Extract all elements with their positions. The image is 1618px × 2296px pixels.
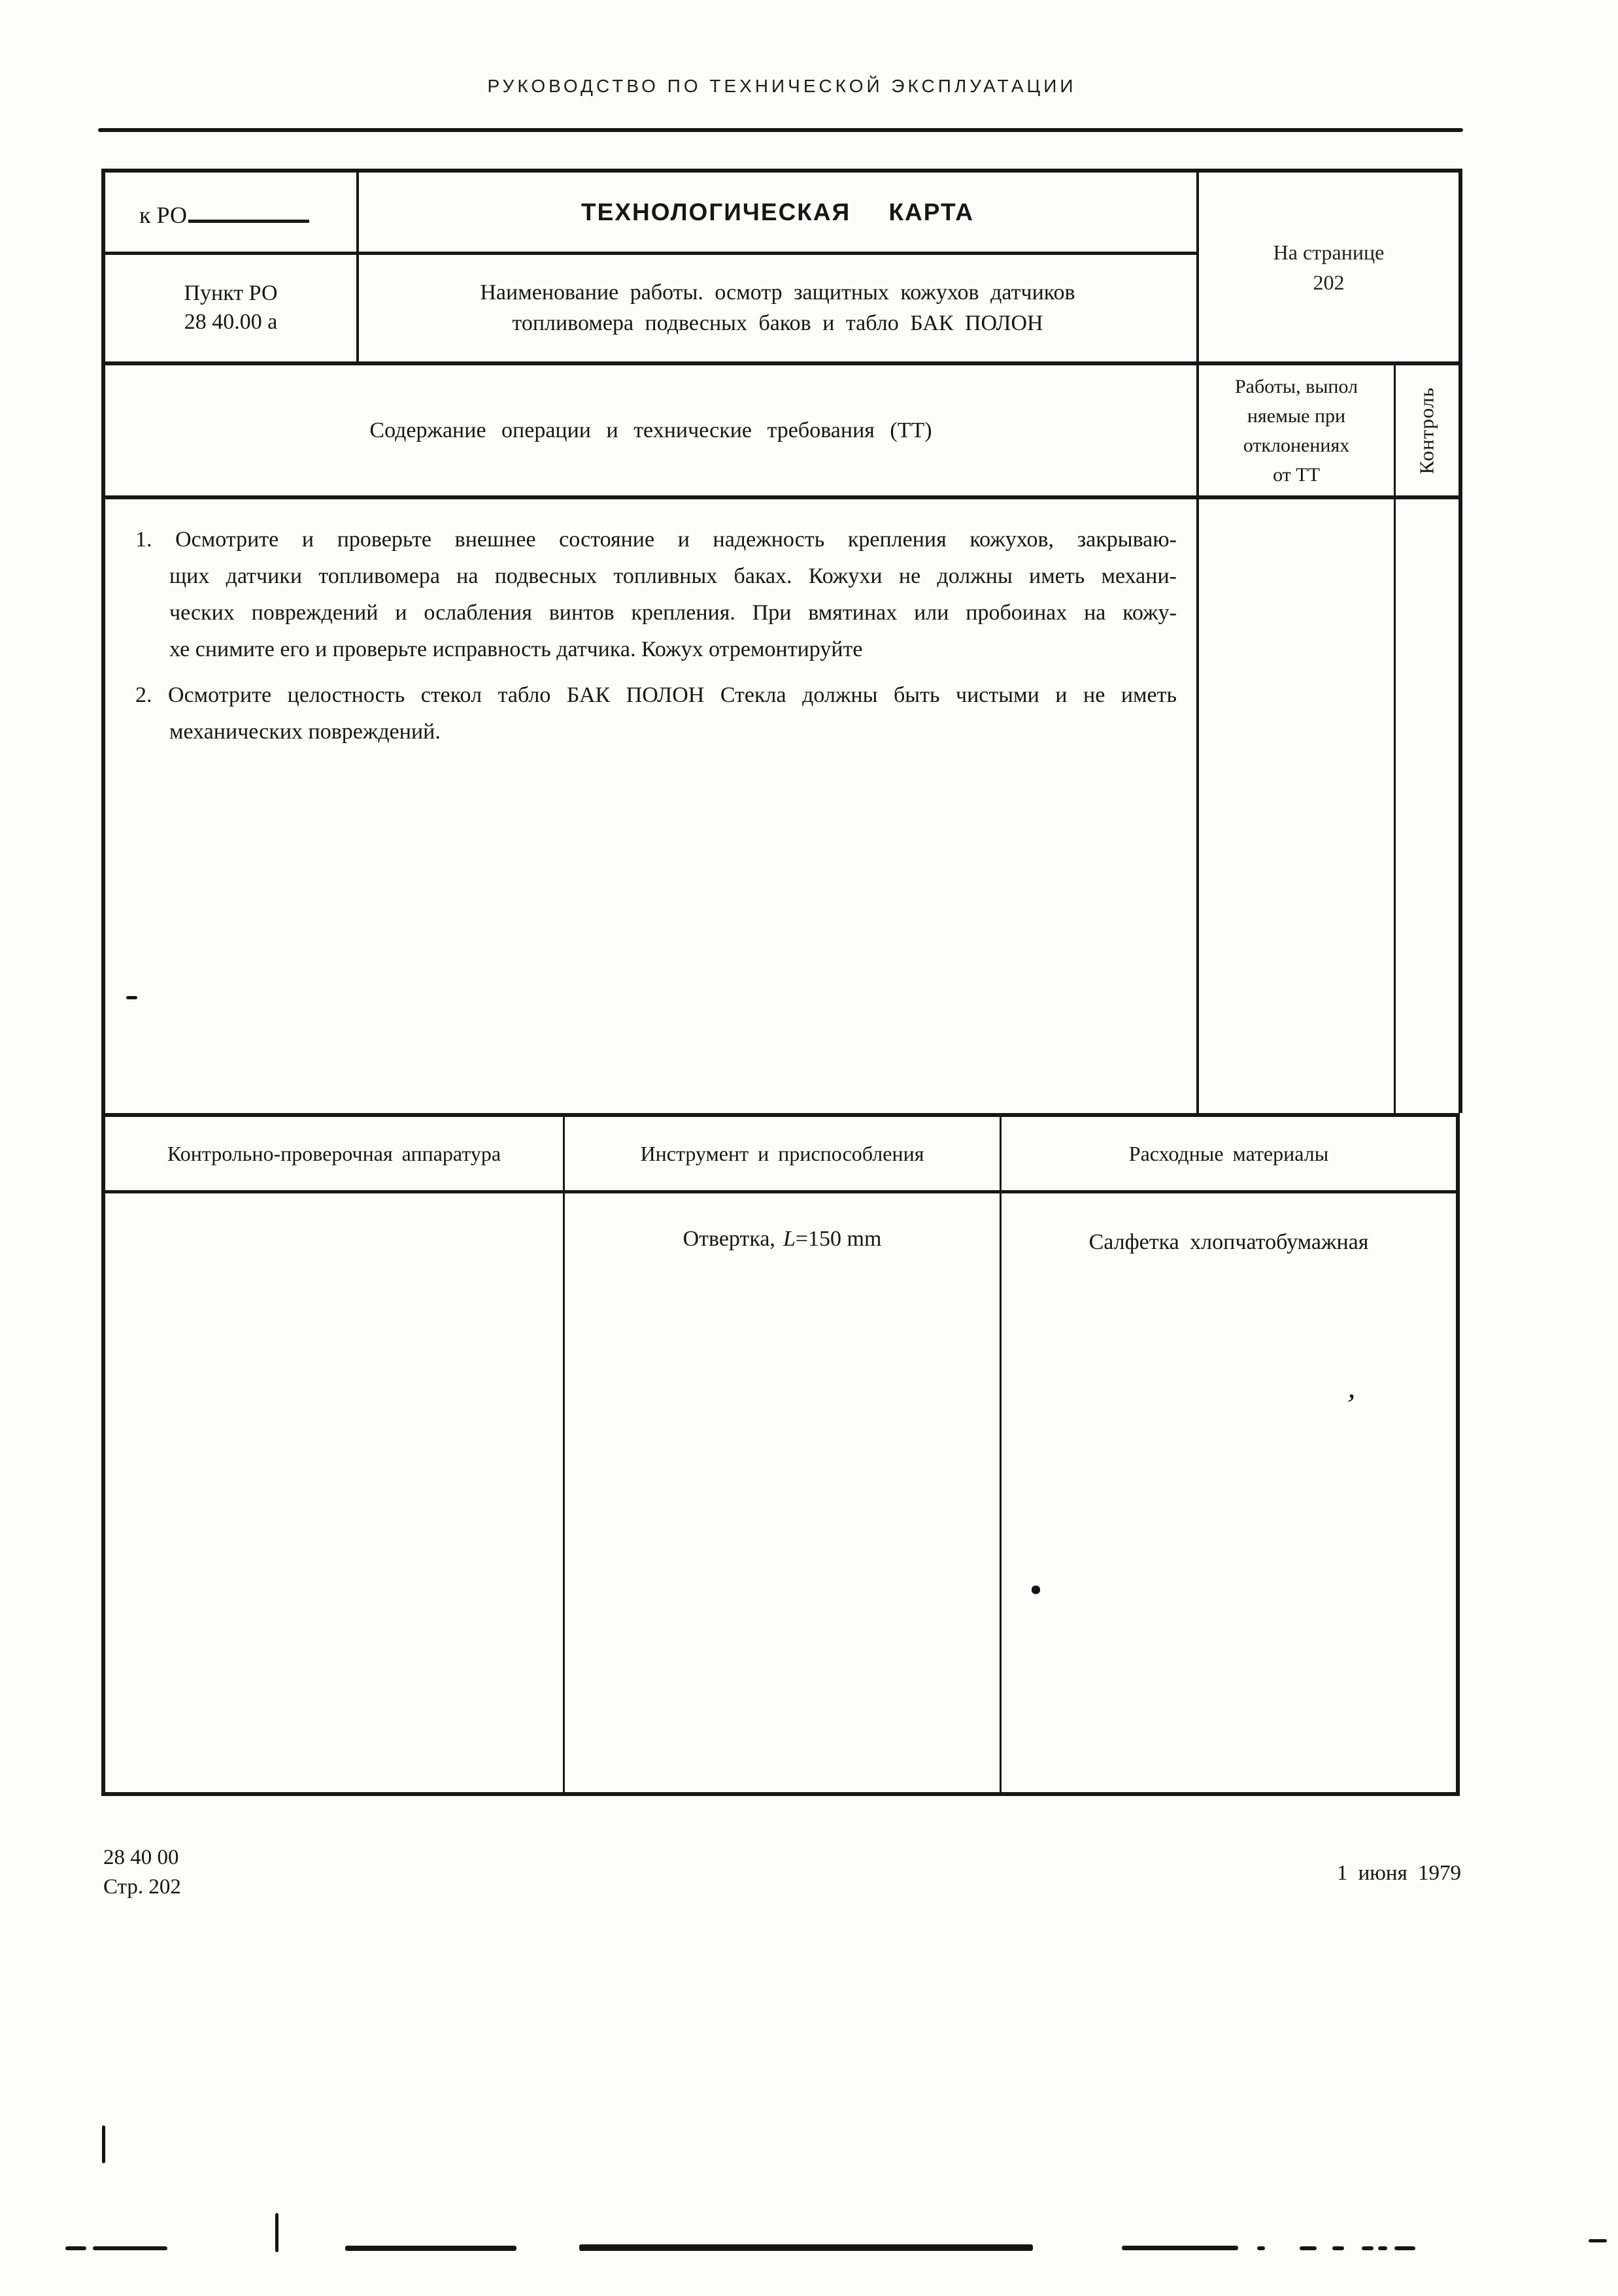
scan-artifact — [1300, 2246, 1317, 2250]
tool-name: Отвертка, — [683, 1227, 775, 1251]
tool-length-variable: L — [783, 1227, 796, 1251]
tool-entry — [565, 1227, 1000, 1252]
deviation-header-line: от ТТ — [1273, 463, 1320, 486]
scan-artifact — [1257, 2246, 1265, 2250]
consumable-entry: Салфетка хлопчатобумажная — [1088, 1230, 1369, 1254]
running-head: РУКОВОДСТВО ПО ТЕХНИЧЕСКОЙ ЭКСПЛУАТАЦИИ — [487, 76, 1077, 96]
footer-date: 1 июня 1979 — [1336, 1861, 1461, 1885]
control-header-cell — [1396, 365, 1458, 495]
deviation-header-line: Работы, выпол — [1234, 375, 1358, 397]
consumables-header: Расходные материалы — [1128, 1141, 1329, 1165]
on-pages-cell — [1199, 173, 1458, 361]
scan-artifact — [1122, 2246, 1238, 2250]
operation-text-line: хе снимите его и проверьте исправность датчика. Кожух отремонтируйте — [169, 637, 863, 661]
ro-reference-cell — [139, 197, 309, 229]
operation-text-line: 2. Осмотрите целостность стекол табло БАК ПОЛОН Стекла должны быть чистыми и не иметь — [135, 683, 1177, 707]
scan-artifact — [1032, 1586, 1040, 1594]
ro-item-number: 28 40.00 а — [184, 310, 278, 334]
scan-artifact — [65, 2246, 86, 2250]
operation-item — [135, 677, 1177, 750]
scan-artifact — [1362, 2246, 1374, 2250]
scan-artifact — [579, 2244, 1033, 2251]
running-head-rule — [98, 128, 1463, 132]
operation-text-line: ческих повреждений и ослабления винтов крепления. При вмятинах или пробоинах на кожу- — [169, 601, 1177, 625]
card-title: ТЕХНОЛОГИЧЕСКАЯ КАРТА — [581, 198, 974, 225]
footer-page-number: Стр. 202 — [103, 1875, 181, 1899]
footer-document-number: 28 40 00 — [103, 1846, 179, 1869]
ro-item-label: Пункт РО — [184, 281, 278, 305]
operation-text-line: 1. Осмотрите и проверьте внешнее состояние и надежность крепления кожухов, закрываю- — [135, 527, 1177, 552]
deviation-works-header — [1199, 365, 1394, 495]
deviation-header-line: отклонениях — [1243, 434, 1350, 456]
scan-artifact — [275, 2213, 278, 2252]
scan-artifact — [102, 2125, 105, 2163]
scan-artifact — [1589, 2239, 1607, 2242]
deviation-header-line: няемые при — [1247, 405, 1346, 427]
table-divider — [563, 1117, 565, 1792]
tools-header: Инструмент и приспособления — [640, 1141, 924, 1165]
tech-card-table — [101, 169, 1462, 1113]
work-name-line: Наименование работы. осмотр защитных кожухов датчиков — [480, 280, 1075, 305]
scan-artifact — [1394, 2246, 1415, 2250]
resources-table — [101, 1113, 1460, 1796]
test-equipment-header: Контрольно-проверочная аппаратура — [167, 1141, 501, 1165]
control-header-label: Контроль — [1415, 386, 1439, 474]
operations-content-header: Содержание операции и технические требования (ТТ) — [369, 418, 932, 442]
ro-reference-label: к РО — [139, 202, 187, 228]
ro-reference-blank-line — [188, 197, 309, 223]
scan-artifact — [93, 2246, 167, 2250]
ro-item-cell — [105, 254, 356, 361]
operation-text-line: механических повреждений. — [169, 720, 441, 744]
on-pages-label: На странице — [1273, 240, 1385, 264]
work-name-line: топливомера подвесных баков и табло БАК ПОЛОН — [512, 311, 1043, 335]
scan-artifact — [126, 996, 137, 999]
table-divider — [1000, 1117, 1002, 1792]
scan-artifact: ’ — [1343, 1387, 1358, 1422]
on-pages-value: 202 — [1313, 270, 1345, 294]
operation-text-line: щих датчики топливомера на подвесных топливных баках. Кожухи не должны иметь механи- — [169, 564, 1177, 588]
footer-document-block — [103, 1843, 181, 1902]
operations-body-cell — [105, 499, 1196, 1113]
work-name-cell — [359, 254, 1196, 361]
operation-item — [135, 522, 1177, 668]
tool-length-value: =150 mm — [795, 1227, 882, 1251]
scan-artifact — [1378, 2246, 1387, 2250]
table-divider — [105, 1190, 1456, 1193]
scan-artifact — [345, 2246, 516, 2251]
scan-artifact — [1332, 2246, 1344, 2250]
